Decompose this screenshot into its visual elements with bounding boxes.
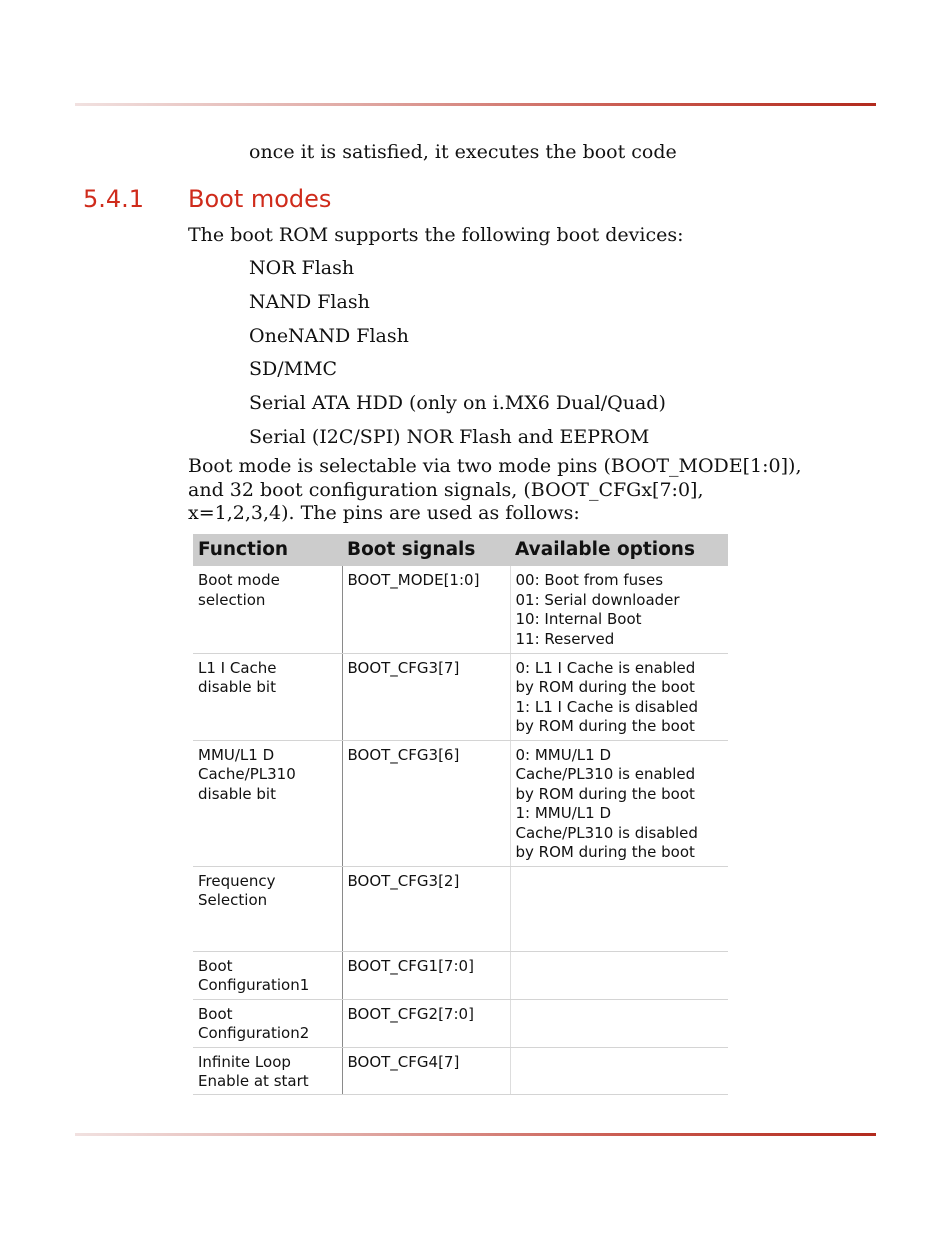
header-function: Function [193, 534, 342, 566]
function-line: Configuration1 [198, 976, 310, 994]
option-line: Cache/PL310 is enabled [515, 765, 696, 783]
options-cell [510, 866, 728, 951]
option-line: 00: Boot from fuses [515, 571, 664, 589]
function-line: Selection [198, 891, 268, 909]
function-cell [193, 653, 342, 740]
boot-device-item: Serial ATA HDD (only on i.MX6 Dual/Quad) [249, 392, 666, 415]
table-row [193, 653, 728, 740]
function-line: disable bit [198, 784, 276, 803]
intro-text: The boot ROM supports the following boot devices: [188, 224, 684, 246]
function-line: Boot [198, 956, 233, 975]
section-title: Boot modes [188, 185, 332, 213]
table-row [193, 740, 728, 866]
function-cell [193, 566, 342, 653]
option-line: by ROM during the boot [515, 784, 695, 803]
boot-device-item: NAND Flash [249, 290, 370, 313]
function-line: disable bit [198, 678, 276, 696]
section-number: 5.4.1 [83, 185, 145, 213]
option-line: 01: Serial downloader [515, 590, 680, 609]
table-row [193, 999, 728, 1047]
paragraph-line: Boot mode is selectable via two mode pins (BOOT_MODE[1:0]), [188, 455, 802, 477]
function-line: L1 I Cache [198, 658, 277, 677]
option-line: by ROM during the boot [515, 843, 695, 861]
options-cell [510, 999, 728, 1047]
option-line: 11: Reserved [515, 629, 615, 648]
function-line: Configuration2 [198, 1024, 310, 1042]
boot-device-item: NOR Flash [249, 257, 355, 279]
function-cell [193, 999, 342, 1047]
paragraph-line: x=1,2,3,4). The pins are used as follows: [188, 502, 580, 524]
option-line: 1: L1 I Cache is disabled [515, 697, 699, 716]
option-line: by ROM during the boot [515, 678, 695, 696]
table-header-row [193, 534, 728, 566]
signal-cell: BOOT_CFG1[7:0] [342, 951, 510, 999]
table-row [193, 951, 728, 999]
signal-cell: BOOT_CFG3[2] [342, 866, 510, 951]
option-line: Cache/PL310 is disabled [515, 823, 698, 842]
option-line: by ROM during the boot [515, 717, 695, 735]
options-cell [510, 566, 728, 653]
boot-signals-table [193, 534, 728, 1095]
function-line: Frequency [198, 871, 276, 890]
boot-device-item: SD/MMC [249, 358, 338, 381]
function-line: Enable at start [198, 1072, 309, 1090]
table-row [193, 566, 728, 653]
signal-cell: BOOT_CFG2[7:0] [342, 999, 510, 1047]
option-line: 1: MMU/L1 D [515, 804, 612, 822]
function-cell [193, 951, 342, 999]
signal-cell: BOOT_CFG3[7] [342, 653, 510, 740]
signal-cell: BOOT_CFG4[7] [342, 1047, 510, 1094]
function-cell [193, 1047, 342, 1094]
function-line: Boot mode [198, 571, 280, 589]
paragraph-line: and 32 boot configuration signals, (BOOT_CFGx[7:0], [188, 478, 704, 501]
boot-device-list [249, 256, 666, 459]
options-cell [510, 653, 728, 740]
signal-cell: BOOT_CFG3[6] [342, 740, 510, 866]
option-line: 0: L1 I Cache is enabled [515, 658, 696, 677]
options-cell [510, 951, 728, 999]
function-cell [193, 866, 342, 951]
continuation-text: once it is satisfied, it executes the boot code [249, 141, 677, 163]
signal-cell: BOOT_MODE[1:0] [342, 566, 510, 653]
boot-mode-paragraph [188, 455, 828, 526]
function-line: Cache/PL310 [198, 765, 296, 783]
function-line: Boot [198, 1004, 233, 1023]
boot-device-item: OneNAND Flash [249, 324, 409, 347]
footer-rule [75, 1133, 876, 1136]
option-line: 10: Internal Boot [515, 610, 642, 628]
function-cell [193, 740, 342, 866]
option-line: 0: MMU/L1 D [515, 745, 612, 764]
function-line: MMU/L1 D [198, 745, 275, 764]
header-boot-signals: Boot signals [342, 534, 510, 566]
header-available-options: Available options [510, 534, 728, 566]
boot-device-item: Serial (I2C/SPI) NOR Flash and EEPROM [249, 425, 650, 448]
function-line: Infinite Loop [198, 1052, 291, 1071]
table-row [193, 1047, 728, 1094]
options-cell [510, 740, 728, 866]
table-row [193, 866, 728, 951]
function-line: selection [198, 590, 266, 609]
header-rule [75, 103, 876, 106]
options-cell [510, 1047, 728, 1094]
